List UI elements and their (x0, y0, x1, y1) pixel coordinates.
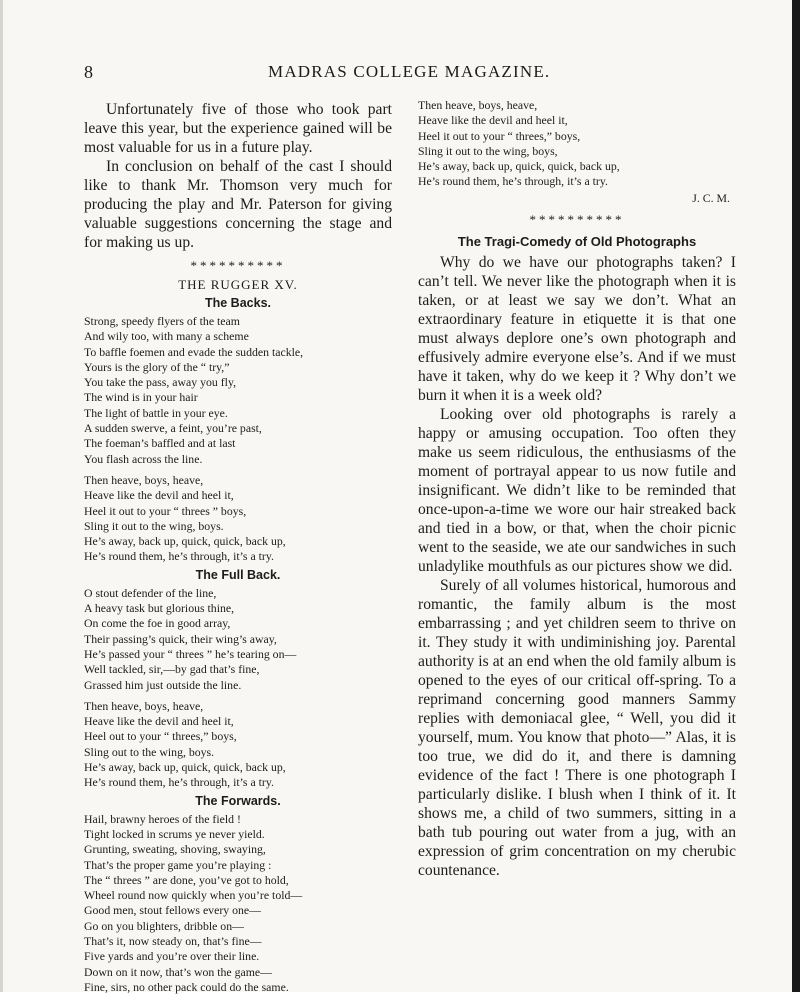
article-title: The Tragi-Comedy of Old Photographs (457, 233, 697, 249)
verse-line: Sling out to the wing, boys. (84, 744, 215, 759)
verse-line: Heel it out to your “ threes,” boys, (418, 128, 581, 143)
poem-section-heading: The Full Back. (195, 567, 281, 582)
verse-line: Sling it out to the wing, boys. (84, 518, 224, 533)
verse-line: On come the foe in good array, (84, 616, 231, 631)
verse-line: Strong, speedy flyers of the team (84, 314, 240, 328)
section-separator: ********** (529, 211, 625, 227)
verse-line: Then heave, boys, heave, (418, 98, 538, 112)
page-edge-shadow (0, 0, 3, 992)
verse-line: He’s passed your “ threes ” he’s tearing on— (84, 646, 297, 661)
poem-title: THE RUGGER XV. (178, 277, 298, 292)
verse-line: Good men, stout fellows every one— (84, 903, 261, 918)
verse-line: Yours is the glory of the “ try,” (84, 359, 230, 374)
verse-line: Five yards and you’re over their line. (84, 949, 260, 964)
author-signature: J. C. M. (692, 190, 730, 205)
intro-paragraph: In conclusion on behalf of the cast I should like to thank Mr. Thomson very much for producing the play and Mr. Paterson for giving valuable suggestions concerning the stage and for making us up. (84, 158, 392, 251)
verse-line: The light of battle in your eye. (84, 405, 228, 420)
verse-line: Heel out to your “ threes,” boys, (84, 729, 237, 744)
verse-line: Heel it out to your “ threes ” boys, (84, 503, 247, 518)
verse-line: Heave like the devil and heel it, (418, 113, 568, 128)
article-paragraph: Why do we have our photographs taken? I can’t tell. We never like the photograph when it is taken, or at least we say we don’t. What an extraordinary feature in etiquette it is that one must always deplore one’s own photograph and effusively admire everyone else’s. And if we must have it taken, why do we keep it ? Why don’t we burn it when it is a week old? (418, 253, 736, 404)
verse-line: O stout defender of the line, (84, 585, 217, 600)
verse-line: You flash across the line. (84, 451, 203, 466)
verse-line: Down on it now, that’s won the game— (84, 964, 272, 979)
verse-line: And wily too, with many a scheme (84, 329, 249, 344)
left-column (84, 100, 392, 995)
verse-line: That’s the proper game you’re playing : (84, 857, 272, 872)
poem-refrain (84, 473, 392, 565)
right-column (418, 98, 736, 880)
verse-line: Then heave, boys, heave, (84, 472, 204, 487)
verse-line: That’s it, now steady on, that’s fine— (84, 933, 262, 948)
scanner-border (792, 0, 800, 992)
page-number: 8 (84, 62, 93, 82)
verse-line: Go on you blighters, dribble on— (84, 918, 244, 933)
verse-line: Wheel round now quickly when you’re told— (84, 888, 303, 903)
verse-line: He’s away, back up, quick, quick, back up, (84, 760, 286, 775)
verse-line: He’s away, back up, quick, quick, back up, (418, 159, 620, 174)
poem-stanza (84, 314, 392, 467)
verse-line: Hail, brawny heroes of the field ! (84, 811, 241, 826)
verse-line: The foeman’s baffled and at last (84, 436, 236, 451)
poem-refrain (418, 98, 736, 190)
article-paragraph: Looking over old photographs is rarely a happy or amusing occupation. Too often they make us seem ridiculous, the enthusiasms of the moment of portrayal appear to us now futile and insignificant. We didn’t like to be reminded that once-upon-a-time we wore our hair streaked back and tied in a bow, or that, when the choir picnic went to the seaside, we ate our sandwiches in such unladylike mouthfuls as our pictures show we did. (418, 405, 736, 575)
article-paragraph: Surely of all volumes historical, humorous and romantic, the family album is the most embarrassing ; and yet children seem to thrive on it. They study it with undiminishing joy. Parental authority is at an end when the old family album is opened to the eyes of our critical off-spring. To a reprimand concerning good manners Sammy replies with demoniacal glee, “ Well, you did it yourself, mum. You know that photo—” Alas, it is too true, we did do it, and there is damning evidence of the fact ! There is one photograph I particularly dislike. I blush when I think of it. It shows me, a child of two summers, sitting in a bath tub pouring out water from a jug, with an expression of grim concentration on my cherubic countenance. (418, 576, 736, 879)
verse-line: The “ threes ” are done, you’ve got to hold, (84, 872, 289, 887)
poem-stanza (84, 812, 392, 995)
verse-line: A sudden swerve, a feint, you’re past, (84, 421, 262, 436)
verse-line: Well tackled, sir,—by gad that’s fine, (84, 662, 260, 677)
verse-line: Grassed him just outside the line. (84, 677, 242, 692)
verse-line: He’s round them, he’s through, it’s a try. (84, 775, 274, 790)
verse-line: He’s round them, he’s through, it’s a try. (84, 549, 274, 564)
poem-stanza (84, 586, 392, 693)
verse-line: Heave like the devil and heel it, (84, 488, 234, 503)
verse-line: He’s round them, he’s through, it’s a try. (418, 174, 608, 189)
verse-line: Tight locked in scrums ye never yield. (84, 826, 265, 841)
poem-refrain (84, 699, 392, 791)
running-header: MADRAS COLLEGE MAGAZINE. (268, 62, 551, 81)
poem-section-heading: The Forwards. (195, 793, 281, 808)
verse-line: Fine, sirs, no other pack could do the same. (84, 979, 289, 994)
verse-line: He’s away, back up, quick, quick, back up, (84, 534, 286, 549)
section-separator: ********** (190, 258, 286, 273)
verse-line: Heave like the devil and heel it, (84, 714, 234, 729)
intro-paragraph: Unfortunately five of those who took part leave this year, but the experience gained will be most valuable for us in a future play. (84, 101, 392, 156)
verse-line: The wind is in your hair (84, 390, 198, 405)
verse-line: Sling it out to the wing, boys, (418, 143, 558, 158)
poem-section-heading: The Backs. (204, 296, 271, 310)
verse-line: You take the pass, away you fly, (84, 375, 237, 390)
verse-line: Then heave, boys, heave, (84, 698, 204, 713)
verse-line: A heavy task but glorious thine, (84, 601, 235, 616)
verse-line: Grunting, sweating, shoving, swaying, (84, 842, 266, 857)
verse-line: To baffle foemen and evade the sudden tackle, (84, 344, 304, 359)
verse-line: Their passing’s quick, their wing’s away, (84, 631, 277, 646)
